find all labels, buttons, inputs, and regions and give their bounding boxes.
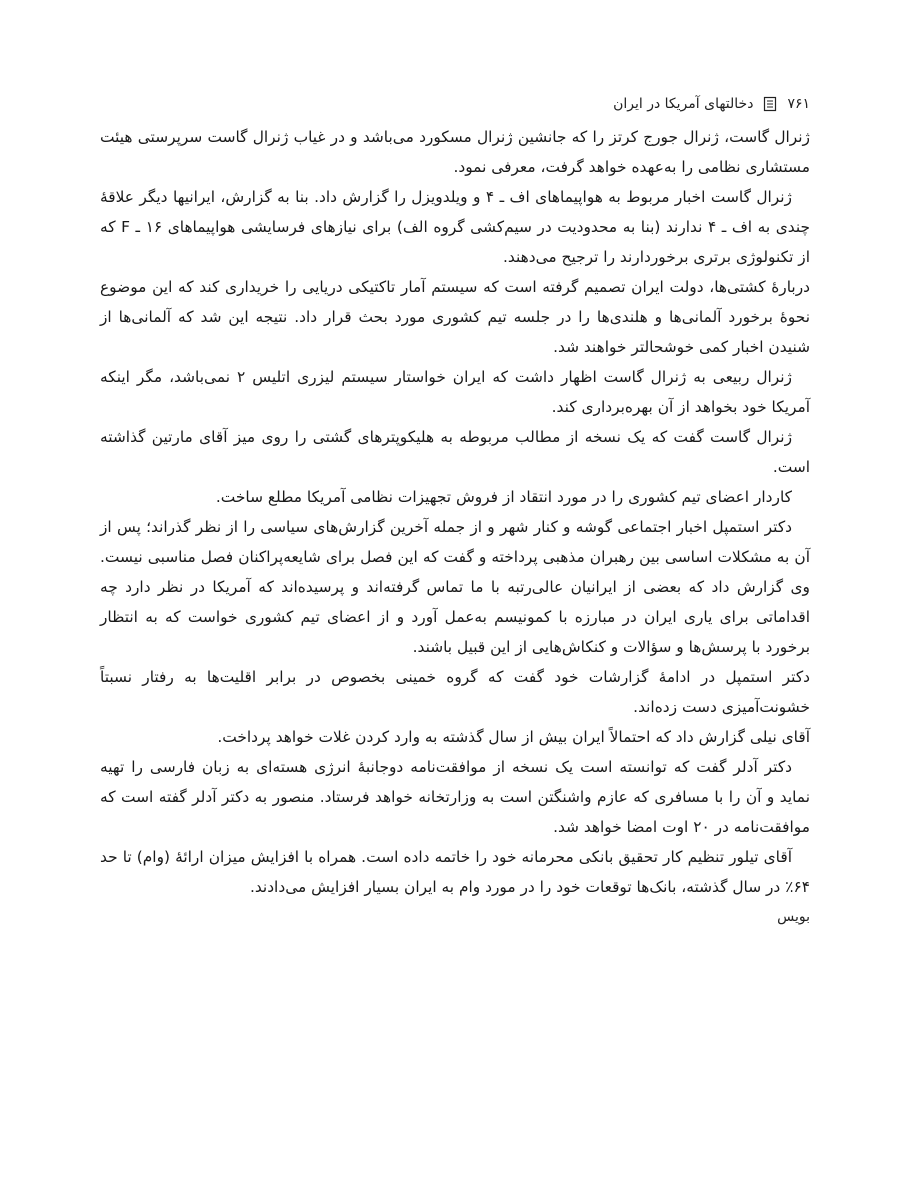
running-header xyxy=(100,90,810,118)
page-number: ۷۶۱ xyxy=(787,96,810,112)
paragraph-6: کاردار اعضای تیم کشوری را در مورد انتقاد از فروش تجهیزات نظامی آمریکا مطلع ساخت. xyxy=(215,488,792,506)
paragraph-7: دکتر استمپل اخبار اجتماعی گوشه و کنار شهر و از جمله آخرین گزارش‌های سیاسی را از نظر گذراند؛ پس از آن به مشکلات اساسی بین رهبران مذهبی پرداخته و گفت که این فصل برای شایعه‌پراکنان فصل مناسبی نیست. وی گزارش داد که بعضی از ایرانیان عالی‌رتبه با ما تماس گرفته‌اند و پرسیده‌اند که آمریکا در نظر دارد چه اقداماتی برای یاری ایران در مبارزه با کمونیسم به‌عمل آورد و از اعضای تیم کشوری خواست که به انتظار برخورد با پرسش‌ها و سؤالات و کنکاش‌هایی از این قبیل باشند. xyxy=(100,518,810,656)
document-icon xyxy=(763,96,777,112)
document-page xyxy=(100,90,810,932)
paragraph-11: آقای تیلور تنظیم کار تحقیق بانکی محرمانه خود را خاتمه داده است. همراه با افزایش میزان ارائهٔ (وام) تا حد ۶۴٪ در سال گذشته، بانک‌ها توقعات خود را در مورد وام به ایران بسیار افزایش می‌دادند. xyxy=(100,848,810,896)
paragraph-10: دکتر آدلر گفت که توانسته است یک نسخه از موافقت‌نامه دوجانبهٔ انرژی هسته‌ای به زبان فارسی را تهیه نماید و آن را با مسافری که عازم واشنگتن است به وزارتخانه خواهد فرستاد. منصور به دکتر آدلر گفته است که موافقت‌نامه در ۲۰ اوت امضا خواهد شد. xyxy=(100,758,810,836)
paragraph-1: ژنرال گاست، ژنرال جورج کرتز را که جانشین ژنرال مسکورد می‌باشد و در غیاب ژنرال گاست سرپرستی هیئت مستشاری نظامی را به‌عهده خواهد گرفت، معرفی نمود. xyxy=(100,128,810,176)
paragraph-2: ژنرال گاست اخبار مربوط به هواپیماهای اف ـ ۴ و ویلدویزل را گزارش داد. بنا به گزارش، ایرانیها دیگر علاقهٔ چندی به اف ـ ۴ ندارند (بنا به محدودیت در سیم‌کشی گروه الف) برای نیازهای فرسایشی هواپیماهای ۱۶ ـ F که از تکنولوژی برتری برخوردارند را ترجیح می‌دهند. xyxy=(100,188,810,266)
paragraph-3: دربارهٔ کشتی‌ها، دولت ایران تصمیم گرفته است که سیستم آمار تاکتیکی دریایی را خریداری کند که این موضوع نحوهٔ برخورد آلمانی‌ها و هلندی‌ها را در جلسه تیم کشوری مورد بحث قرار داد. نتیجه این شد که آلمانی‌ها از شنیدن اخبار کمی خوشحالتر خواهند شد. xyxy=(100,278,810,356)
paragraph-5: ژنرال گاست گفت که یک نسخه از مطالب مربوطه به هلیکوپترهای گشتی را روی میز آقای مارتین گذاشته است. xyxy=(100,428,810,476)
body-text xyxy=(100,122,810,902)
paragraph-4: ژنرال ربیعی به ژنرال گاست اظهار داشت که ایران خواستار سیستم لیزری اتلیس ۲ نمی‌باشد، مگر اینکه آمریکا خود بخواهد از آن بهره‌برداری کند. xyxy=(100,368,810,416)
paragraph-9: آقای نیلی گزارش داد که احتمالاً ایران بیش از سال گذشته به وارد کردن غلات خواهد پرداخت. xyxy=(217,728,810,746)
signature: بویس xyxy=(777,909,810,925)
running-title: دخالتهای آمریکا در ایران xyxy=(613,96,754,112)
paragraph-8: دکتر استمپل در ادامهٔ گزارشات خود گفت که گروه خمینی بخصوص در برابر اقلیت‌ها به رفتار نسبتاً خشونت‌آمیزی دست زده‌اند. xyxy=(100,668,810,716)
